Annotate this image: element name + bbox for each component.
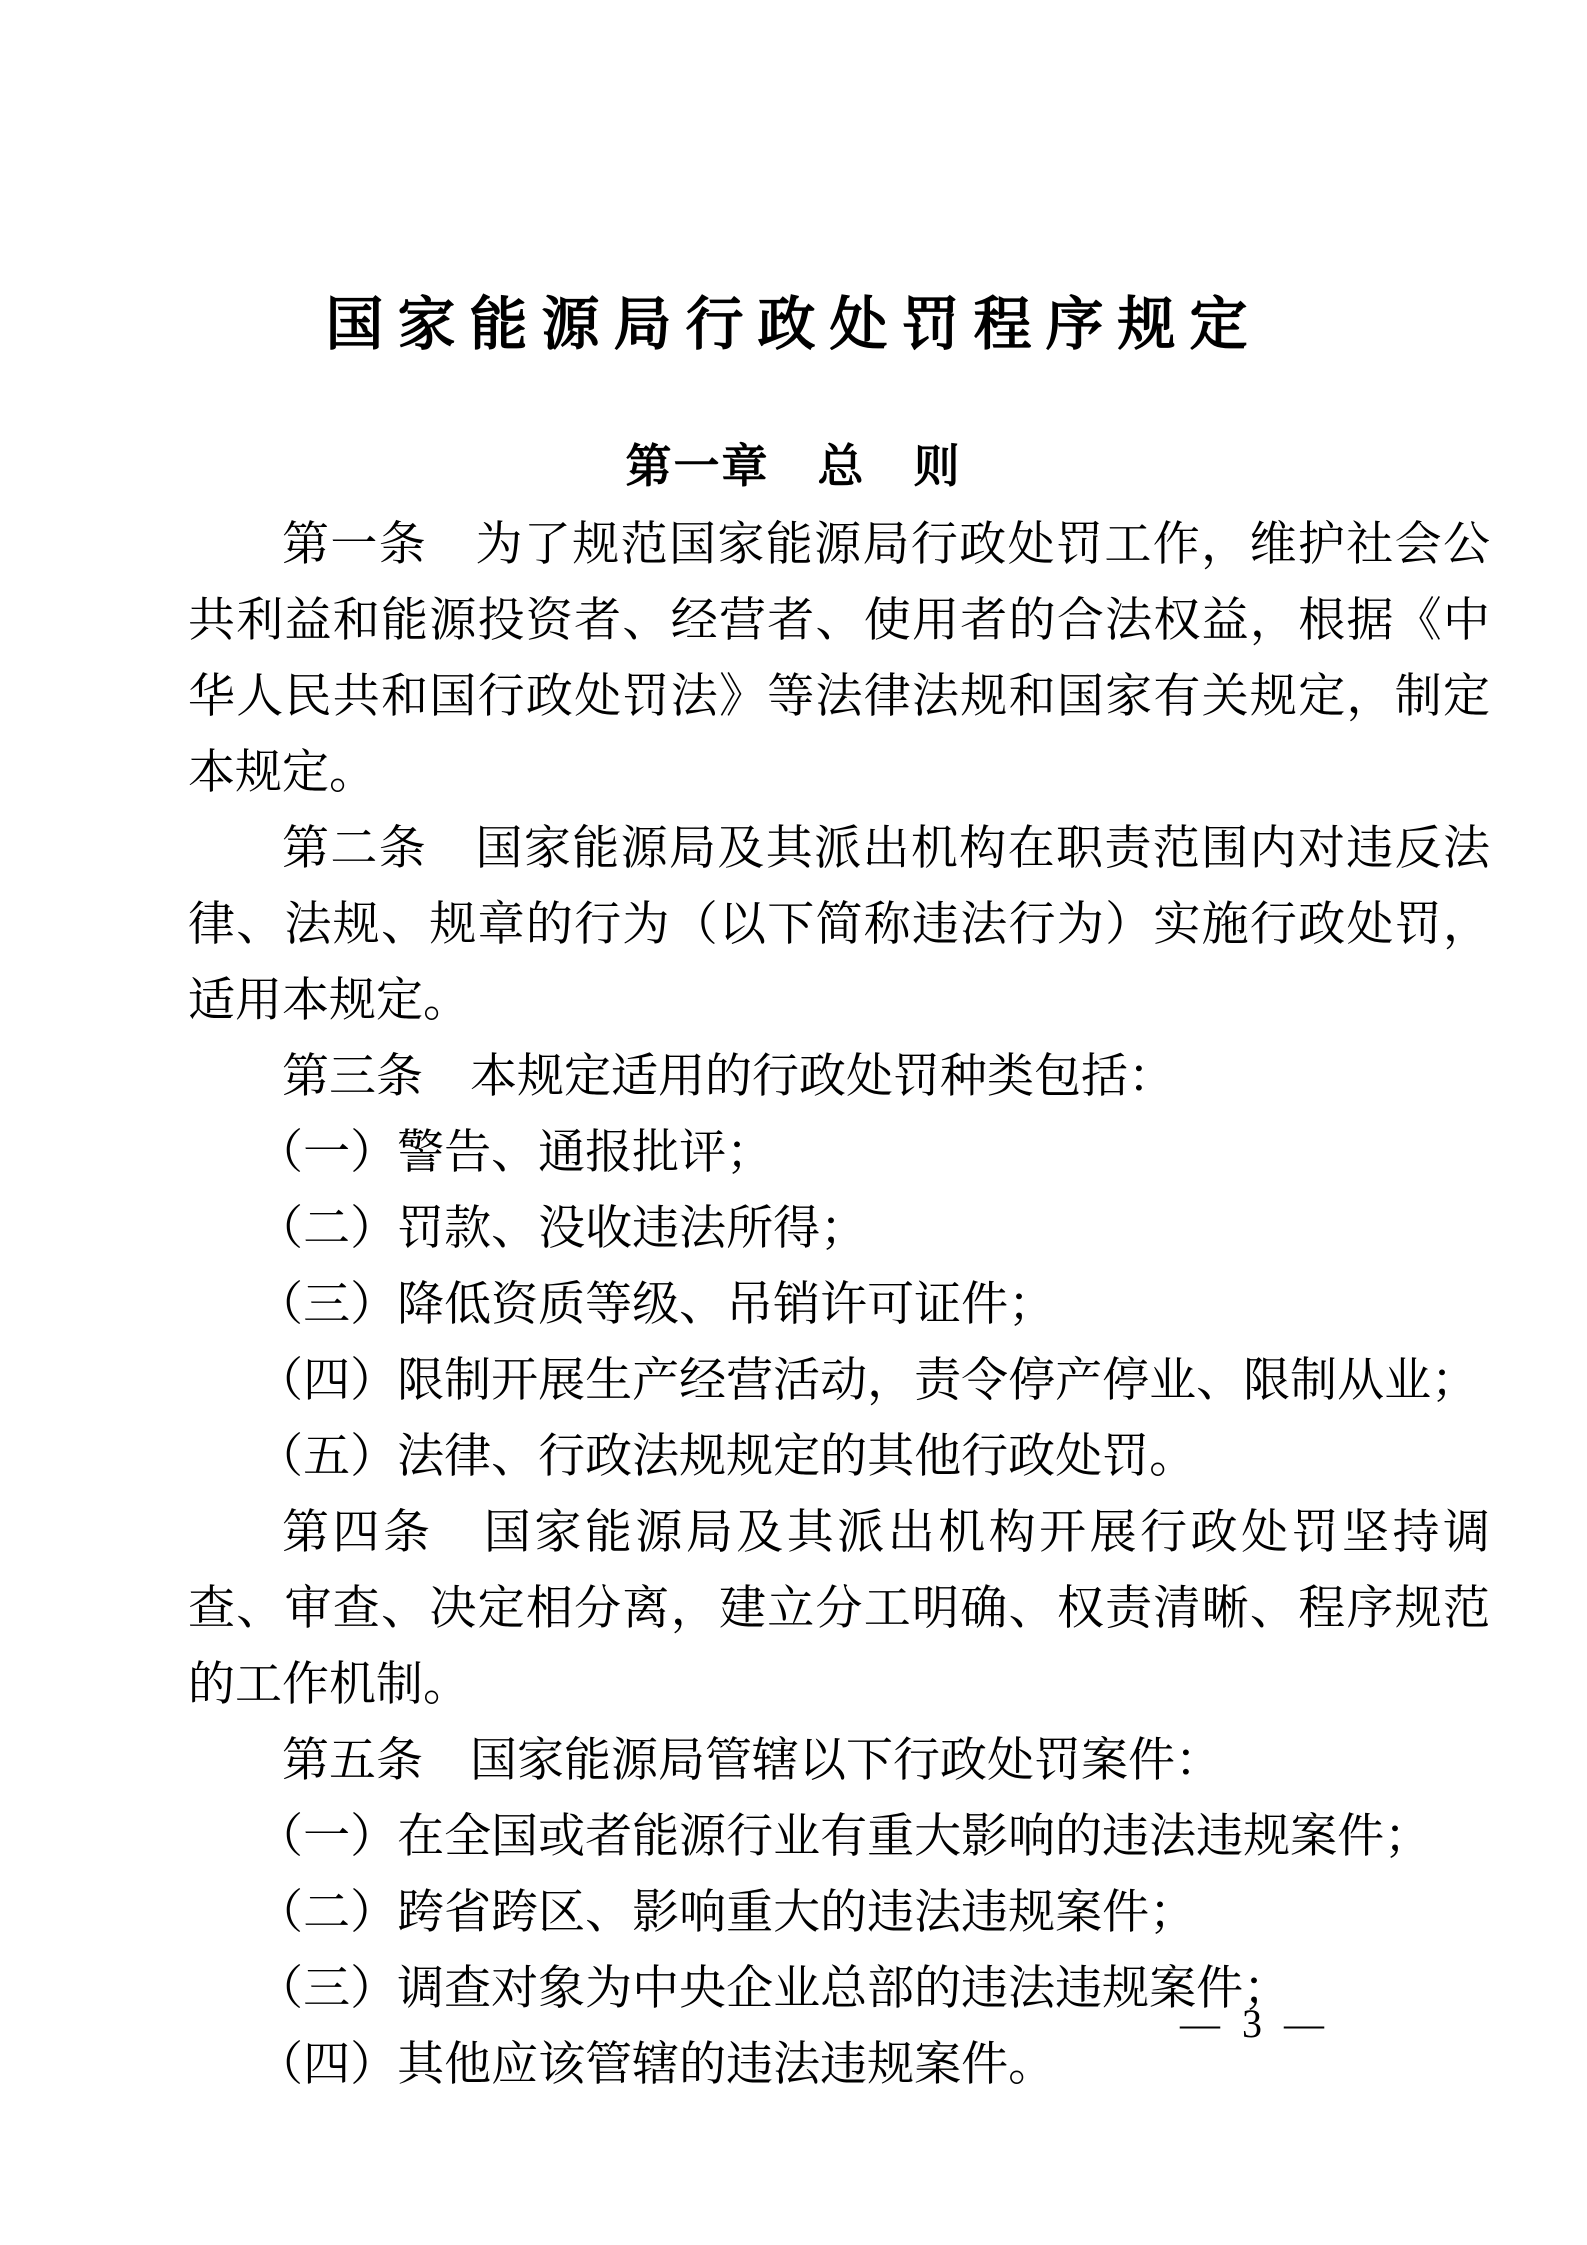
list-item-paragraph: （二）跨省跨区、影响重大的违法违规案件； [256, 1885, 1197, 1938]
list-item-paragraph: （一）警告、通报批评； [256, 1125, 774, 1178]
article-paragraph: 第一条 为了规范国家能源局行政处罚工作，维护社会公共利益和能源投资者、经营者、使用者的合法权益，根据《中华人民共和国行政处罚法》等法律法规和国家有关规定，制定本规定。 [188, 517, 1490, 798]
article-paragraph: 第三条 本规定适用的行政处罚种类包括： [282, 1049, 1175, 1102]
list-item-paragraph: （一）在全国或者能源行业有重大影响的违法违规案件； [256, 1809, 1432, 1862]
list-item-paragraph: （二）罚款、没收违法所得； [256, 1201, 868, 1254]
list-item-paragraph: （四）限制开展生产经营活动，责令停产停业、限制从业； [256, 1353, 1479, 1406]
page-number: — 3 — [1180, 2001, 1330, 2046]
list-item-paragraph: （三）降低资质等级、吊销许可证件； [256, 1277, 1056, 1330]
list-item-paragraph: （三）调查对象为中央企业总部的违法违规案件； [256, 1961, 1291, 2014]
article-paragraph: 第二条 国家能源局及其派出机构在职责范围内对违反法律、法规、规章的行为（以下简称违法行为）实施行政处罚，适用本规定。 [188, 821, 1490, 1026]
chapter-heading: 第一章 总 则 [625, 440, 962, 492]
article-paragraph: 第四条 国家能源局及其派出机构开展行政处罚坚持调查、审查、决定相分离，建立分工明确、权责清晰、程序规范的工作机制。 [188, 1505, 1490, 1710]
document-body [0, 506, 1587, 2102]
article-paragraph: 第五条 国家能源局管辖以下行政处罚案件： [282, 1733, 1222, 1786]
document-title: 国家能源局行政处罚程序规定 [325, 292, 1262, 357]
list-item-paragraph: （五）法律、行政法规规定的其他行政处罚。 [256, 1429, 1197, 1482]
list-item-paragraph: （四）其他应该管辖的违法违规案件。 [256, 2037, 1056, 2090]
